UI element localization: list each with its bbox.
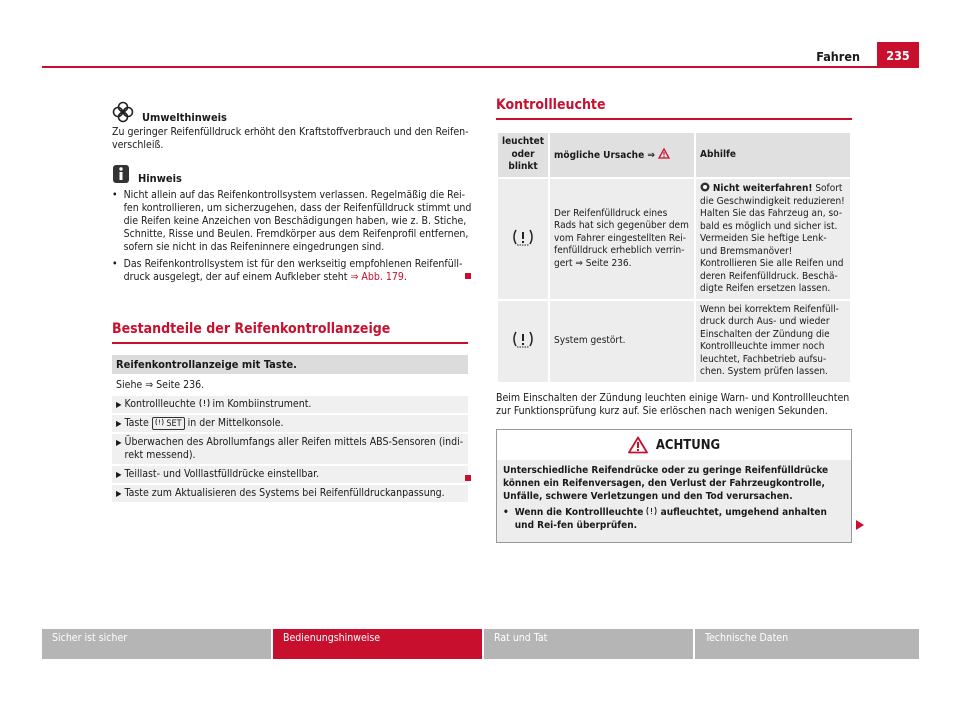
page-number: 235 bbox=[877, 42, 919, 68]
stop-icon bbox=[700, 182, 710, 192]
row2-light-cell bbox=[498, 301, 548, 382]
achtung-title: ACHTUNG bbox=[655, 437, 721, 453]
achtung-body bbox=[497, 460, 851, 542]
components-item-2-text-b: in der Mittelkonsole. bbox=[187, 417, 284, 429]
tire-pressure-warning-icon bbox=[512, 330, 534, 348]
achtung-bullet-a: Wenn die Kontrollleuchte bbox=[514, 507, 644, 518]
info-icon bbox=[112, 164, 130, 184]
achtung-box bbox=[496, 429, 852, 543]
warning-light-title: Kontrollleuchte bbox=[496, 97, 606, 113]
set-key-label: SET bbox=[166, 419, 182, 429]
row2-fix: Wenn bei korrektem Reifenfüll-druck durch Aus- und wieder Einschalten der Zündung die Kontrollleuchte immer noch leuchtet, Fachbetrieb aufsu-chen. System prüfen lassen. bbox=[696, 301, 850, 382]
col-header-fix: Abhilfe bbox=[696, 133, 850, 177]
components-item-1-text-b: im Kombiinstrument. bbox=[212, 398, 312, 410]
header-rule bbox=[42, 66, 877, 68]
tire-pressure-warning-icon bbox=[512, 228, 534, 246]
hint-bullet-1-text: Nicht allein auf das Reifenkontrollsystem verlassen. Regelmäßig die Rei-fen kontrollieren, um sicherzugehen, dass der Reifenfülldruck stimmt und die Reifen keine Anzeichen von Beschädigungen haben, wie z. B. Stiche, Schnitte, Risse und Beulen. Fremdkörper aus dem Reifenprofil entfernen, sofern sie nicht in das Reifeninnere eingedrungen sind. bbox=[123, 189, 472, 253]
hint-bullet-2-end: . bbox=[403, 271, 407, 283]
components-item-5: ▶ Taste zum Aktualisieren des Systems bei Reifenfülldruckanpassung. bbox=[112, 485, 468, 502]
col-header-cause-text: mögliche Ursache ⇒ bbox=[554, 149, 655, 161]
components-rule bbox=[112, 342, 468, 344]
achtung-text: Unterschiedliche Reifendrücke oder zu geringe Reifenfülldrücke können ein Reifenversagen, den Verlust der Fahrzeugkontrolle, Unfälle, schwere Verletzungen und den Tod verursachen. bbox=[503, 465, 829, 502]
table-row bbox=[498, 301, 850, 382]
env-note bbox=[112, 99, 472, 156]
hint-box bbox=[112, 162, 472, 288]
hint-bullet-2: • Das Reifenkontrollsystem ist für den werkseitig empfohlenen Reifenfüll-druck ausgelegt, der auf einem Aufkleber steht ⇒ Abb. 179. bbox=[112, 258, 463, 283]
components-see: Siehe ⇒ Seite 236. bbox=[116, 379, 205, 391]
footer-tab-rat[interactable]: Rat und Tat bbox=[484, 629, 693, 659]
end-marker bbox=[465, 273, 471, 279]
tire-pressure-icon bbox=[646, 506, 657, 516]
fig-179-link[interactable]: ⇒ Abb. 179 bbox=[350, 271, 404, 283]
end-marker-2 bbox=[465, 475, 471, 481]
warning-light-table bbox=[496, 131, 852, 384]
hint-bullet-1: • Nicht allein auf das Reifenkontrollsystem verlassen. Regelmäßig die Rei-fen kontrollieren, um sicherzugehen, dass der Reifenfülldruck stimmt und die Reifen keine Anzeichen von Beschädigungen haben, wie z. B. Stiche, Schnitte, Risse und Beulen. Fremdkörper aus dem Reifenprofil entfernen, sofern sie nicht in das Reifeninnere eingedrungen sind. bbox=[112, 189, 472, 253]
row1-fix bbox=[696, 179, 850, 299]
achtung-bullet: • Wenn die Kontrollleuchte aufleuchtet, umgehend anhalten und Rei-fen überprüfen. bbox=[503, 507, 827, 531]
components-item-5-text: Taste zum Aktualisieren des Systems bei Reifenfülldruckanpassung. bbox=[124, 487, 445, 499]
flower-icon bbox=[112, 101, 134, 123]
env-note-text: Zu geringer Reifenfülldruck erhöht den Kraftstoffverbrauch und den Reifen-verschleiß. bbox=[112, 126, 469, 151]
env-note-title: Umwelthinweis bbox=[142, 111, 227, 124]
row1-cause: Der Reifenfülldruck eines Rads hat sich gegenüber dem vom Fahrer eingestellten Rei-fenfülldruck erheblich verrin-gert ⇒ Seite 236. bbox=[550, 179, 694, 299]
components-item-4: ▶ Teillast- und Volllastfülldrücke einstellbar. bbox=[112, 466, 468, 483]
components-item-3: ▶ Überwachen des Abrollumfangs aller Reifen mittels ABS-Sensoren (indi-rekt messend). bbox=[112, 434, 468, 464]
tire-pressure-key-icon bbox=[155, 418, 164, 426]
tire-pressure-icon bbox=[199, 398, 210, 408]
row1-light-cell bbox=[498, 179, 548, 299]
achtung-header bbox=[497, 430, 851, 460]
components-item-3-text: Überwachen des Abrollumfangs aller Reifen mittels ABS-Sensoren (indi-rekt messend). bbox=[124, 436, 464, 461]
row1-fix-text: Sofort die Geschwindigkeit reduzieren! Halten Sie das Fahrzeug an, so-bald es möglich und sicher ist. Vermeiden Sie heftige Lenk- und Bremsmanöver! Kontrollieren Sie alle Reifen und deren Reifenfülldruck. Beschä-digte Reifen ersetzen lassen. bbox=[700, 183, 845, 294]
row2-cause: System gestört. bbox=[550, 301, 694, 382]
components-title: Bestandteile der Reifenkontrollanzeige bbox=[112, 321, 391, 337]
components-box bbox=[112, 355, 468, 504]
components-item-1: ▶ Kontrollleuchte im Kombiinstrument. bbox=[112, 396, 468, 413]
footer-tab-sicher[interactable]: Sicher ist sicher bbox=[42, 629, 271, 659]
hint-bullet-2-text: Das Reifenkontrollsystem ist für den werkseitig empfohlenen Reifenfüll-druck ausgelegt, der auf einem Aufkleber steht bbox=[123, 258, 463, 283]
warning-triangle-icon bbox=[628, 436, 648, 454]
page-header-title: Fahren bbox=[816, 49, 860, 64]
col-header-lights: leuchtet oder blinkt bbox=[498, 133, 548, 177]
footer-tab-bedienung[interactable]: Bedienungshinweise bbox=[273, 629, 482, 659]
continue-arrow-icon bbox=[856, 520, 864, 530]
warning-light-rule bbox=[496, 118, 852, 120]
table-header-row bbox=[498, 133, 850, 177]
components-item-2-text-a: Taste bbox=[124, 417, 149, 429]
warning-light-after-text: Beim Einschalten der Zündung leuchten einige Warn- und Kontrollleuchten zur Funktionsprüfung kurz auf. Sie erlöschen nach wenigen Sekunden. bbox=[496, 392, 850, 417]
set-key bbox=[152, 417, 185, 430]
footer-tab-technik[interactable]: Technische Daten bbox=[695, 629, 919, 659]
components-box-title: Reifenkontrollanzeige mit Taste. bbox=[112, 355, 468, 374]
hint-title: Hinweis bbox=[138, 172, 182, 185]
row1-fix-bold: Nicht weiterfahren! bbox=[712, 183, 813, 194]
components-item-1-text-a: Kontrollleuchte bbox=[124, 398, 196, 410]
col-header-cause bbox=[550, 133, 694, 177]
achtung-bullet-b: aufleuchtet, umgehend anhalten und Rei-fen überprüfen. bbox=[514, 507, 827, 531]
warning-triangle-icon bbox=[658, 148, 670, 159]
components-item-2: ▶ Taste SET in der Mittelkonsole. bbox=[112, 415, 468, 432]
components-item-4-text: Teillast- und Volllastfülldrücke einstellbar. bbox=[124, 468, 320, 480]
table-row bbox=[498, 179, 850, 299]
